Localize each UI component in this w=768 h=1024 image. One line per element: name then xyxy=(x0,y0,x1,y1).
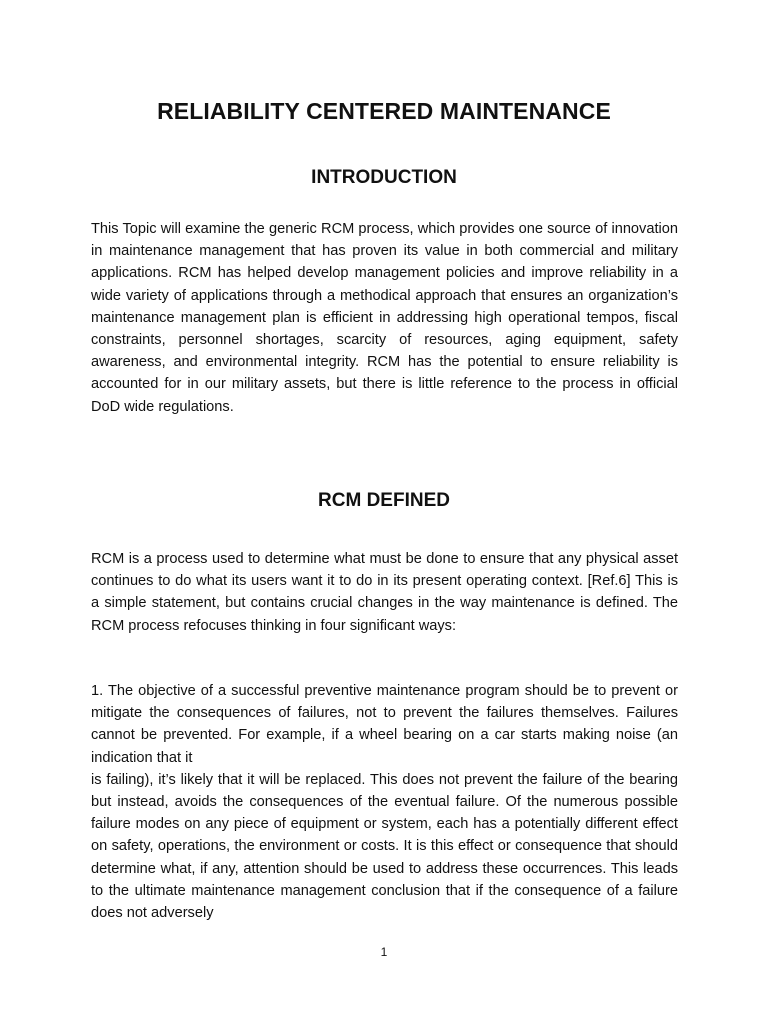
rcm-definition-paragraph: RCM is a process used to determine what must be done to ensure that any physical asset continues to do what its users want it to do in its present operating context. [Ref.6] This is a simple statement, but contains crucial changes in the way maintenance is defined. The RCM process refocuses thinking in four significant ways: xyxy=(91,551,678,634)
section-heading-introduction: INTRODUCTION xyxy=(311,167,457,188)
introduction-paragraph: This Topic will examine the generic RCM process, which provides one source of innovation in maintenance management that has proven its value in both commercial and military applications. RCM has helped develop management policies and improve reliability in a wide variety of applications through a methodical approach that ensures an organization’s maintenance management plan is efficient in addressing high operational tempos, fiscal constraints, personnel shortages, scarcity of resources, aging equipment, safety awareness, and environmental integrity. RCM has the potential to ensure reliability is accounted for in our military assets, but there is little reference to the process in official DoD wide regulations. xyxy=(91,221,678,415)
point-one-second-part: is failing), it’s likely that it will be replaced. This does not prevent the failure of the bearing but instead, avoids the consequences of the eventual failure. Of the numerous possible failure modes on any piece of equipment or system, each has a potentially different effect on safety, operations, the environment or costs. It is this effect or consequence that should determine what, if any, attention should be used to address these occurrences. This leads to the ultimate maintenance management conclusion that if the consequence of a failure does not adversely xyxy=(91,771,678,922)
section-heading-rcm-defined: RCM DEFINED xyxy=(318,490,450,511)
point-one-paragraph xyxy=(91,680,678,924)
document-title: RELIABILITY CENTERED MAINTENANCE xyxy=(157,98,611,124)
page-number: 1 xyxy=(380,945,388,959)
point-one-first-part: 1. The objective of a successful preventive maintenance program should be to prevent or mitigate the consequences of failures, not to prevent the failures themselves. Failures cannot be prevented. For example, if a wheel bearing on a car starts making noise (an indication that it xyxy=(91,683,678,766)
